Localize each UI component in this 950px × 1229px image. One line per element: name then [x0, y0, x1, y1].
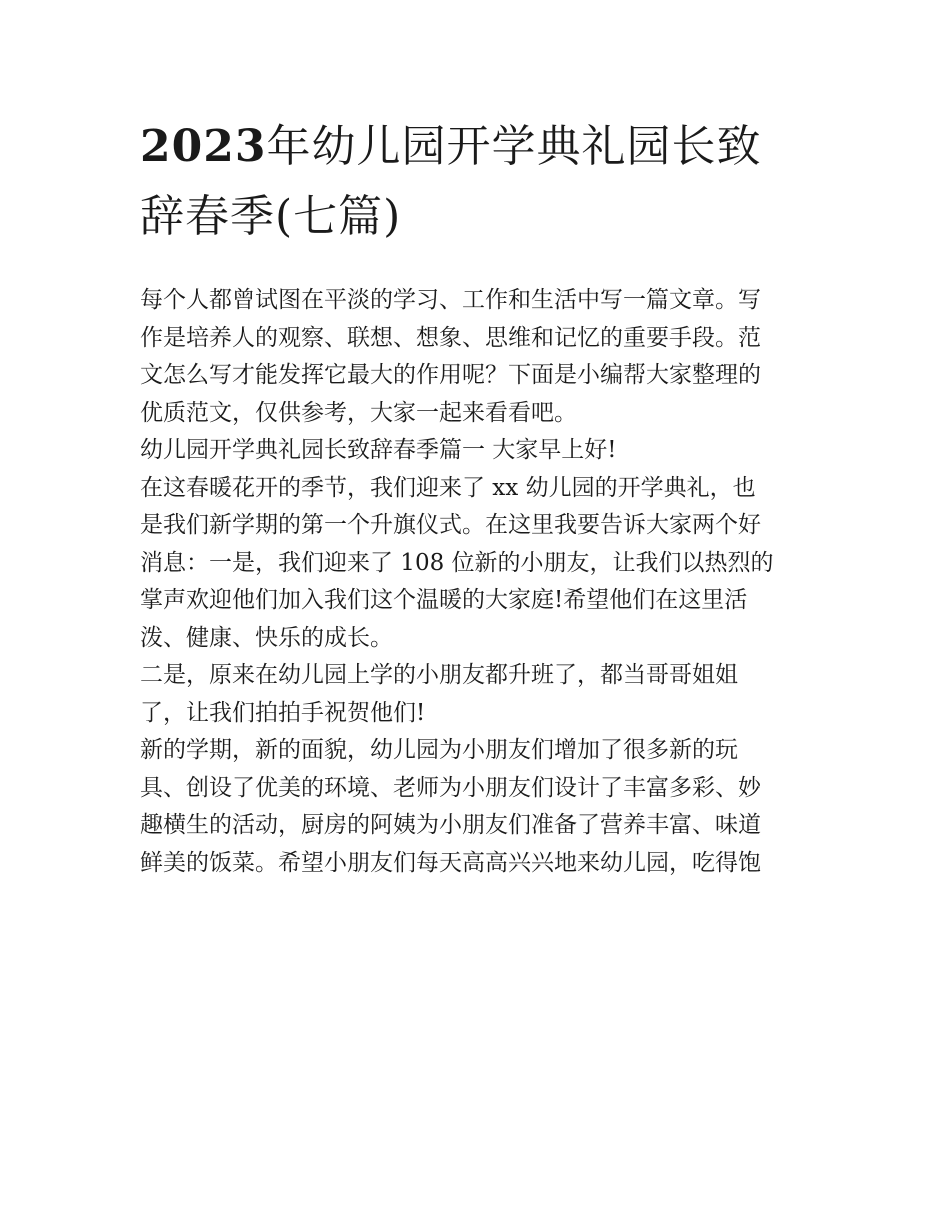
title-line1-rest: 年幼儿园开学典礼园长致	[266, 121, 762, 172]
body-line: 在这春暖花开的季节，我们迎来了 xx 幼儿园的开学典礼，也	[140, 474, 756, 501]
body-line: 作是培养人的观察、联想、想象、思维和记忆的重要手段。范	[140, 324, 761, 351]
body-line: 优质范文，仅供参考，大家一起来看看吧。	[140, 399, 577, 426]
body-line: 掌声欢迎他们加入我们这个温暖的大家庭!希望他们在这里活	[140, 587, 748, 613]
body-line: 二是，原来在幼儿园上学的小朋友都升班了，都当哥哥姐姐	[140, 662, 738, 688]
body-line: 泼、健康、快乐的成长。	[140, 624, 393, 651]
body-line: 趣横生的活动，厨房的阿姨为小朋友们准备了营养丰富、味道	[140, 812, 761, 838]
body-line: 鲜美的饭菜。希望小朋友们每天高高兴兴地来幼儿园，吃得饱	[140, 849, 761, 876]
body-line: 新的学期，新的面貌，幼儿园为小朋友们增加了很多新的玩	[140, 737, 738, 763]
title-year: 2023	[140, 121, 267, 172]
body-line: 了，让我们拍拍手祝贺他们!	[140, 699, 426, 726]
body-line: 每个人都曾试图在平淡的学习、工作和生活中写一篇文章。写	[140, 287, 761, 313]
document-page	[140, 112, 812, 882]
document-title	[140, 112, 812, 252]
body-line: 是我们新学期的第一个升旗仪式。在这里我要告诉大家两个好	[140, 512, 761, 538]
document-body	[140, 282, 812, 882]
title-line2: 辞春季(七篇)	[140, 191, 402, 242]
body-line: 文怎么写才能发挥它最大的作用呢？下面是小编帮大家整理的	[140, 362, 761, 388]
body-line: 具、创设了优美的环境、老师为小朋友们设计了丰富多彩、妙	[140, 774, 761, 801]
body-line: 幼儿园开学典礼园长致辞春季篇一 大家早上好!	[140, 437, 617, 463]
body-line: 消息：一是，我们迎来了 108 位新的小朋友，让我们以热烈的	[140, 549, 774, 576]
